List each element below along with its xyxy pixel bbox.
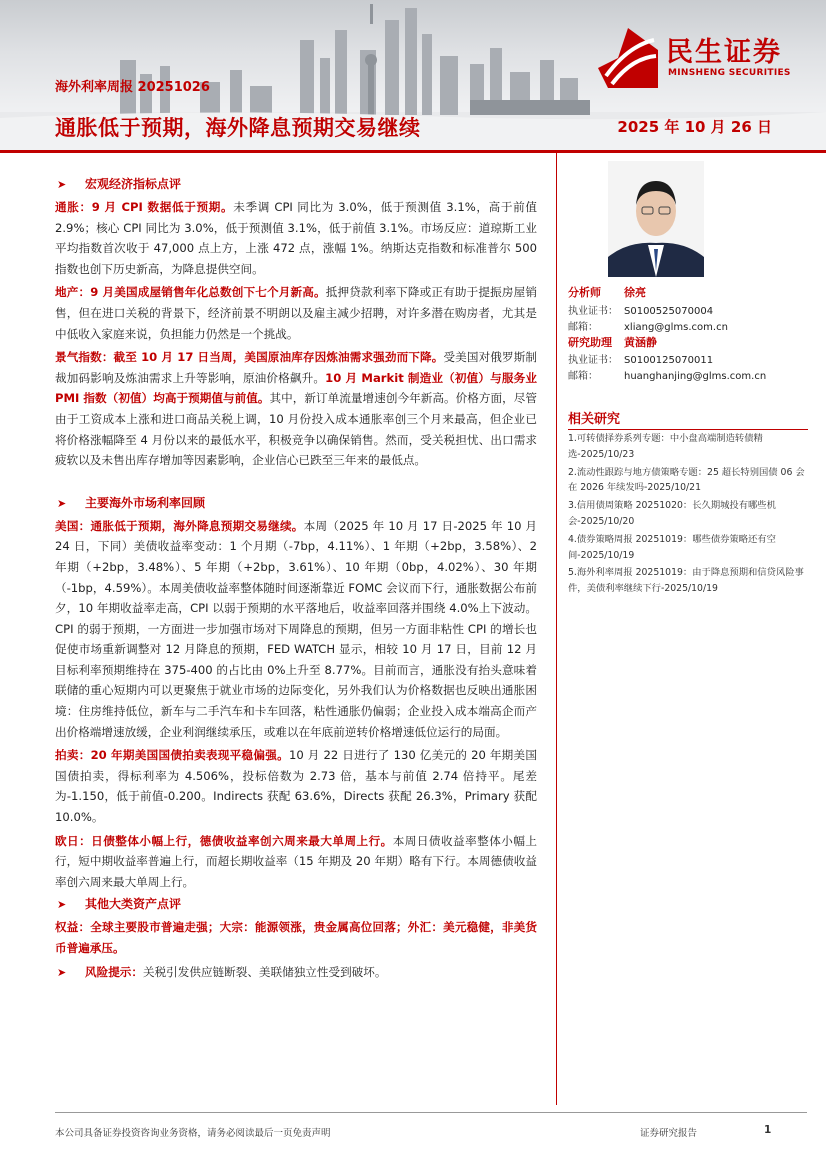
risk-warning: ➤ 风险提示：关税引发供应链断裂、美联储独立性受到破坏。 (55, 962, 537, 984)
section-heading: ➤ 主要海外市场利率回顾 (55, 494, 537, 512)
analyst-2-cert: 执业证书： S0100125070011 (568, 355, 714, 366)
paragraph: 通胀：9 月 CPI 数据低于预期。未季调 CPI 同比为 3.0%，低于预测值 3.1%，高于前值 2.9%；核心 CPI 同比为 3.0%，低于预测值 3.1%，低于前值 3.1%。市场反应：道琼斯工业平均指数首次收于 47,000 点上方，上涨 472 点，涨幅 1%。纳斯达克指数和标准普尔 500 指数也创下历史新高，为降息提供空间。 (55, 200, 537, 276)
footer-divider (55, 1112, 807, 1113)
main-content (55, 175, 537, 986)
paragraph: 权益：全球主要股市普遍走强；大宗：能源领涨，贵金属高位回落；外汇：美元稳健，非美货币普遍承压。 (55, 920, 537, 955)
arrow-right-icon: ➤ (57, 898, 67, 912)
paragraph: 欧日：日债整体小幅上行，德债收益率创六周来最大单周上行。本周日债收益率整体小幅上行，短中期收益率普遍上行，而超长期收益率（15 年期及 20 年期）略有下行。本周德债收益率创六周来最大单周上行。 (55, 833, 537, 889)
arrow-right-icon: ➤ (57, 496, 67, 510)
analyst-1-cert: 执业证书： S0100525070004 (568, 306, 714, 317)
paragraph: 拍卖：20 年期美国国债拍卖表现平稳偏强。10 月 22 日进行了 130 亿美元的 20 年期美国国债拍卖，得标利率为 4.506%，投标倍数为 2.73 倍，基本与前值 2.74 倍持平。尾差为-1.150，低于前值-0.200。Indirects 获配 63.6%，Directs 获配 26.3%，Primary 获配 10.0%。 (55, 748, 538, 825)
page-number: 1 (764, 1124, 772, 1136)
analyst-photo (608, 161, 704, 277)
paragraph: 美国：通胀低于预期，海外降息预期交易继续。本周（2025 年 10 月 17 日-2025 年 10 月 24 日，下同）美债收益率变动：1 个月期（-7bp，4.11%）、1 年期（+2bp，3.58%）、2 年期（+2bp，3.48%）、5 年期（+2bp，3.61%）、10 年期（0bp，4.02%）、30 年期（-1bp，4.59%）。本周美债收益率整体随时间逐渐靠近 FOMC 会议而下行，通胀数据公布前夕，10 年期收益率走高，CPI 以弱于预期的水平落地后，收益率回落并围绕 4.0%上下波动。CPI 的弱于预期，一方面进一步加强市场对下周降息的预期，但另一方面非粘性 CPI 的增长也促使市场重新调整对 12 月降息的预期，FED WATCH 显示，相较 10 月 17 日，目前 12 月目标利率预期维持在 375-400 的占比由 0%上升至 8.77%。目前而言，通胀没有抬头意味着联储的重心短期内可以更聚焦于就业市场的边际变化，另外我们认为价格数据也反映出通胀困境：住房维持低位，新车与二手汽车和卡车回落，粘性通胀仍偏弱；企业投入成本端高企而产出价格端增速放缓，企业利润继续承压，或难以在年底前逆转价格增速低位运行的局面。 (55, 518, 537, 739)
arrow-right-icon: ➤ (57, 965, 67, 979)
related-research-title: 相关研究 (568, 408, 808, 430)
arrow-right-icon: ➤ (57, 178, 67, 191)
related-research-link[interactable]: 2.流动性跟踪与地方债策略专题：25 超长特别国债 06 会在 2026 年续发吗-2025/10/21 (568, 466, 805, 494)
paragraph: 地产：9 月美国成屋销售年化总数创下七个月新高。抵押贷款利率下降或正有助于提振房屋销售，但在进口关税的背景下，经济前景不明朗以及雇主减少招聘，对许多潜在购房者，尤其是中低收入家庭来说，负担能力仍然是一个挑战。 (55, 285, 537, 341)
analyst-1-email: 邮箱： xliang@glms.com.cn (568, 322, 728, 333)
analyst-1-role: 分析师 徐亮 (568, 286, 646, 299)
company-logo (598, 28, 808, 88)
section-heading: ➤ 宏观经济指标点评 (55, 175, 537, 193)
footer-disclaimer: 本公司具备证券投资咨询业务资格，请务必阅读最后一页免责声明 (55, 1128, 331, 1139)
header-banner (0, 0, 826, 150)
footer-report-type: 证券研究报告 (640, 1128, 698, 1139)
page-title: 通胀低于预期，海外降息预期交易继续 (55, 116, 421, 140)
header-divider (0, 150, 826, 153)
report-date: 2025 年 10 月 26 日 (617, 118, 772, 136)
related-research-link[interactable]: 4.债券策略周报 20251019：哪些债券策略还有空间-2025/10/19 (568, 533, 776, 561)
logo-text-en: MINSHENG SECURITIES (668, 68, 791, 78)
related-research-link[interactable]: 3.信用债周策略 20251020：长久期城投有哪些机会-2025/10/20 (568, 500, 776, 527)
column-divider (556, 153, 557, 1105)
related-research-list (568, 431, 808, 599)
analyst-2-role: 研究助理 黄涵静 (568, 336, 657, 349)
logo-mark-icon (598, 28, 660, 88)
logo-text-cn: 民生证券 (666, 37, 782, 68)
report-label: 海外利率周报 20251026 (55, 80, 210, 95)
related-research-link[interactable]: 5.海外利率周报 20251019：由于降息预期和信贷风险事件，美债利率继续下行-2025/10/19 (568, 567, 804, 595)
analyst-2-email: 邮箱： huanghanjing@glms.com.cn (568, 371, 767, 382)
section-heading: ➤ 其他大类资产点评 (55, 895, 537, 913)
related-research-link[interactable]: 1.可转债择券系列专题：中小盘高端制造转债精选-2025/10/23 (568, 433, 763, 460)
paragraph: 景气指数：截至 10 月 17 日当周，美国原油库存因炼油需求强劲而下降。受美国对俄罗斯制裁加码影响及炼油需求上升等影响，原油价格飙升。10 月 Markit 制造业（初值）与服务业 PMI 指数（初值）均高于预期值与前值。其中，新订单流量增速创今年新高。价格方面，尽管由于工资成本上涨和进口商品关税上调，10 月份投入成本通胀率创三个月来最高，但企业已将价格涨幅降至 4 月份以来的最低水平，积极竞争以确保销售。然而，受关税担忧、出口需求疲软以及未售出库存增加等因素影响，企业信心已跌至三年来的最低点。 (55, 350, 537, 468)
